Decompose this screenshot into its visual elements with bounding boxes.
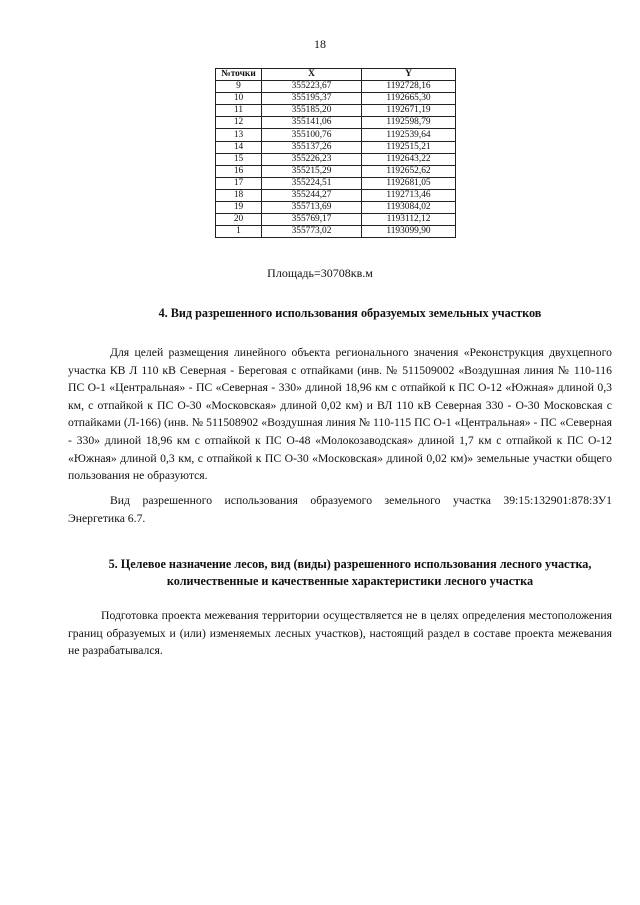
cell-x: 355141,06 bbox=[262, 117, 362, 129]
cell-point: 19 bbox=[216, 202, 262, 214]
table-row bbox=[216, 153, 456, 165]
section-5-paragraph: Подготовка проекта межевания территории осуществляется не в целях определения местоположения границ образуемых и (или) изменяемых лесных участков), настоящий раздел в составе проекта межевания не разрабатывался. bbox=[68, 609, 612, 658]
table-row bbox=[216, 117, 456, 129]
table-row bbox=[216, 189, 456, 201]
cell-point: 17 bbox=[216, 177, 262, 189]
cell-y: 1192643,22 bbox=[362, 153, 456, 165]
cell-y: 1192713,46 bbox=[362, 189, 456, 201]
section-4-heading: 4. Вид разрешенного использования образуемых земельных участков bbox=[158, 306, 542, 320]
cell-x: 355224,51 bbox=[262, 177, 362, 189]
table-row bbox=[216, 214, 456, 226]
cell-x: 355215,29 bbox=[262, 165, 362, 177]
cell-y: 1193112,12 bbox=[362, 214, 456, 226]
cell-y: 1192539,64 bbox=[362, 129, 456, 141]
cell-x: 355100,76 bbox=[262, 129, 362, 141]
cell-point: 14 bbox=[216, 141, 262, 153]
cell-y: 1193099,90 bbox=[362, 226, 456, 238]
page-number: 18 bbox=[314, 37, 326, 51]
cell-point: 12 bbox=[216, 117, 262, 129]
cell-point: 16 bbox=[216, 165, 262, 177]
cell-y: 1192515,21 bbox=[362, 141, 456, 153]
column-header-y: Y bbox=[362, 69, 456, 81]
cell-y: 1192652,62 bbox=[362, 165, 456, 177]
cell-y: 1192671,19 bbox=[362, 105, 456, 117]
section-4-paragraph-1: Для целей размещения линейного объекта регионального значения «Реконструкция двухцепного участка КВ Л 110 кВ Северная - Береговая с отпайками (инв. № 511509002 «Воздушная линия № 110-116 ПС О-1 «Центральная» - ПС «Северная - 330» длиной 18,96 км с отпайкой к ПС О-12 «Южная» длиной 0,3 км, с отпайкой к ПС О-30 «Московская» длиной 0,02 км) и ВЛ 110 кВ Северная 330 - О-30 Московская с отпайками (Л-166) (инв. № 511508902 «Воздушная линия № 110-115 ПС О-1 «Центральная» - ПС «Северная - 330» длиной 18,96 км с отпайкой к ПС О-48 «Молокозаводская» длиной 1,7 км с отпайкой к ПС О-12 «Южная» длиной 0,3 км, с отпайкой к ПС О-30 «Московская» длиной 0,02 км)» земельные участки общего пользования не образуются. bbox=[68, 346, 612, 483]
cell-point: 1 bbox=[216, 226, 262, 238]
cell-y: 1193084,02 bbox=[362, 202, 456, 214]
cell-point: 10 bbox=[216, 93, 262, 105]
column-header-point: №точки bbox=[216, 69, 262, 81]
table-row bbox=[216, 226, 456, 238]
cell-y: 1192681,05 bbox=[362, 177, 456, 189]
column-header-x: X bbox=[262, 69, 362, 81]
table-row bbox=[216, 105, 456, 117]
cell-point: 15 bbox=[216, 153, 262, 165]
cell-point: 18 bbox=[216, 189, 262, 201]
table-row bbox=[216, 177, 456, 189]
cell-x: 355769,17 bbox=[262, 214, 362, 226]
cell-x: 355137,26 bbox=[262, 141, 362, 153]
area-label: Площадь=30708кв.м bbox=[267, 266, 373, 280]
table-row bbox=[216, 202, 456, 214]
cell-x: 355773,02 bbox=[262, 226, 362, 238]
cell-x: 355713,69 bbox=[262, 202, 362, 214]
section-5-heading: 5. Целевое назначение лесов, вид (виды) разрешенного использования лесного участка, количественные и качественные характеристики лесного участка bbox=[108, 557, 592, 588]
cell-y: 1192598,79 bbox=[362, 117, 456, 129]
cell-x: 355226,23 bbox=[262, 153, 362, 165]
table-header-row bbox=[216, 69, 456, 81]
table-body bbox=[216, 81, 456, 238]
cell-x: 355185,20 bbox=[262, 105, 362, 117]
table-row bbox=[216, 165, 456, 177]
table-row bbox=[216, 81, 456, 93]
coordinates-table bbox=[215, 68, 456, 238]
cell-x: 355244,27 bbox=[262, 189, 362, 201]
table-row bbox=[216, 129, 456, 141]
cell-point: 20 bbox=[216, 214, 262, 226]
section-4-paragraph-2: Вид разрешенного использования образуемого земельного участка 39:15:132901:878:ЗУ1 Энергетика 6.7. bbox=[68, 494, 612, 525]
table-row bbox=[216, 93, 456, 105]
cell-x: 355195,37 bbox=[262, 93, 362, 105]
cell-y: 1192728,16 bbox=[362, 81, 456, 93]
table-row bbox=[216, 141, 456, 153]
cell-x: 355223,67 bbox=[262, 81, 362, 93]
cell-point: 9 bbox=[216, 81, 262, 93]
cell-point: 11 bbox=[216, 105, 262, 117]
cell-point: 13 bbox=[216, 129, 262, 141]
cell-y: 1192665,30 bbox=[362, 93, 456, 105]
